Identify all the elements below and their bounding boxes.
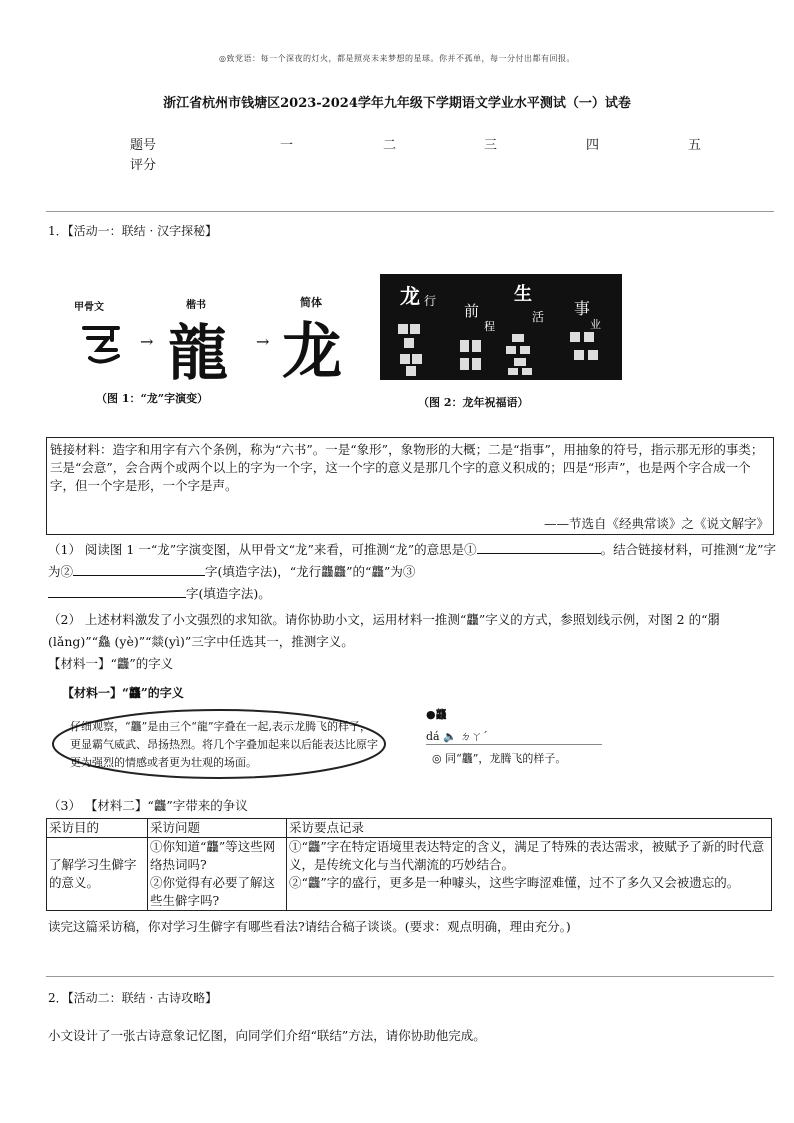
fig1-label-oracle: 甲骨文: [74, 302, 104, 313]
link-material-source: ——节选自《经典常谈》之《说文解字》: [543, 516, 769, 531]
sub1-text-b: 。结合链接材料，可推测“龙”字为②: [48, 542, 776, 579]
interview-questions: [148, 838, 287, 911]
sub-question-3-heading: （3） 【材料二】“龘”字带来的争议: [48, 798, 248, 813]
interview-notes: [287, 838, 772, 911]
kaishu-glyph: 龍: [168, 319, 228, 389]
link-material-box: [46, 437, 774, 535]
score-col-2: 二: [383, 138, 397, 153]
figure-2-image: [380, 274, 622, 380]
score-col-1: 一: [280, 138, 294, 153]
link-material-text: 链接材料：造字和用字有六个条例，称为“六书”。一是“象形”，象物形的大概；二是“指事”，用抽象的符号，指示那无形的事类；三是“会意”，会合两个或两个以上的字为一个字，这一个字的意义是那几个字的意义积成的；四是“形声”，也是两个字合成一个字，但一个字是形，一个字是声。: [50, 442, 764, 493]
interview-header-questions: 采访问题: [148, 819, 287, 838]
fig2-char: 前: [464, 302, 480, 320]
answer-blank-3[interactable]: [48, 583, 186, 598]
oracle-bone-glyph: [78, 322, 128, 372]
interview-header-notes: 采访要点记录: [287, 819, 772, 838]
score-col-3: 三: [484, 138, 498, 153]
score-row-label: 评分: [130, 158, 157, 173]
header-motto: ◎致党语：每一个深夜的灯火，都是照亮未来梦想的星球。你并不孤单，每一分付出都有回报。: [219, 54, 575, 63]
simplified-glyph: 龙: [282, 317, 342, 387]
interview-purpose: 了解学习生僻字的意义。: [47, 838, 148, 911]
interview-question: ②你觉得有必要了解这些生僻字吗?: [150, 875, 276, 908]
fig2-char: 活: [532, 310, 545, 324]
material-1-heading: 【材料一】“龘”的字义: [48, 656, 174, 671]
dict-entry-def: ◎ 同“龘”，龙腾飞的样子。: [432, 752, 567, 765]
fig2-char: 行: [424, 294, 437, 308]
fig2-char: 程: [484, 320, 495, 333]
figure-1: [60, 292, 360, 412]
fig2-char: 生: [514, 284, 532, 305]
figure-1-caption: （图 1：“龙”字演变）: [96, 392, 209, 405]
fig2-char: 事: [574, 299, 591, 318]
arrow-icon: →: [140, 332, 154, 351]
fig1-label-kaishu: 楷书: [186, 300, 206, 311]
dict-entry-head: ●龘: [426, 708, 447, 721]
divider: [46, 976, 774, 977]
fig1-label-simplified: 简体: [300, 296, 322, 309]
score-col-4: 四: [586, 138, 600, 153]
score-header-label: 题号: [130, 138, 157, 153]
sub-question-3-prompt: 读完这篇采访稿，你对学习生僻字有哪些看法?请结合稿子谈谈。(要求：观点明确，理由充分。): [48, 919, 571, 934]
fig2-char: 业: [590, 318, 601, 331]
page-title: 浙江省杭州市钱塘区2023-2024学年九年级下学期语文学业水平测试（一）试卷: [163, 96, 631, 111]
interview-question: ①你知道“龘”等这些网络热词吗?: [150, 839, 276, 872]
divider: [46, 211, 774, 212]
interview-note: ②“龘”字的盛行，更多是一种噱头，这些字晦涩难懂，过不了多久又会被遗忘的。: [289, 875, 740, 890]
sub1-text-d: 字(填造字法)。: [186, 586, 271, 601]
material-1-inner-heading: 【材料一】“龘”的字义: [62, 686, 184, 700]
figure-2-caption: （图 2：龙年祝福语）: [418, 396, 529, 409]
q2-heading: 2．【活动二：联结 · 古诗攻略】: [48, 991, 218, 1005]
sub-question-2: （2） 上述材料激发了小文强烈的求知欲。请你协助小文，运用材料一推测“龘”字义的方式，参照划线示例，对图 2 的“朤(lǎng)”“鱻 (yè)”“燚(yì)”三字中任选其一，推测字义。: [48, 612, 720, 649]
q2-text: 小文设计了一张古诗意象记忆图，向同学们介绍“联结”方法，请你协助他完成。: [48, 1028, 486, 1043]
arrow-icon: →: [256, 332, 270, 351]
q1-heading: 1．【活动一：联结 · 汉字探秘】: [48, 224, 218, 238]
fig2-char: 龙: [400, 284, 420, 308]
interview-header-purpose: 采访目的: [47, 819, 148, 838]
sub1-text-a: （1） 阅读图 1 一“龙”字演变图，从甲骨文“龙”来看，可推测“龙”的意思是①: [48, 542, 477, 557]
answer-blank-1[interactable]: [477, 539, 601, 554]
material-1-note: [48, 702, 390, 782]
interview-table: [46, 818, 772, 911]
dict-entry-pinyin: dá 🔈 ㄉㄚˊ: [426, 730, 488, 743]
interview-note: ①“龘”字在特定语境里表达特定的含义，满足了特殊的表达需求，被赋予了新的时代意义，是传统文化与当代潮流的巧妙结合。: [289, 839, 765, 872]
score-col-5: 五: [688, 138, 702, 153]
sub1-text-c: 字(填造字法)，“龙行龘龘”的“龘”为③: [205, 564, 416, 579]
answer-blank-2[interactable]: [73, 561, 205, 576]
sub-question-1: [48, 539, 776, 605]
material-1-note-text: 仔细观察，“龘”是由三个“龍”字叠在一起,表示龙腾飞的样子，更显霸气威武、昂扬热烈。将几个字叠加起来以后能表达比原字更为强烈的情感或者更为壮观的场面。: [70, 720, 378, 769]
stacked-glyphs-graphic: [380, 320, 622, 380]
dict-divider: [426, 744, 602, 745]
